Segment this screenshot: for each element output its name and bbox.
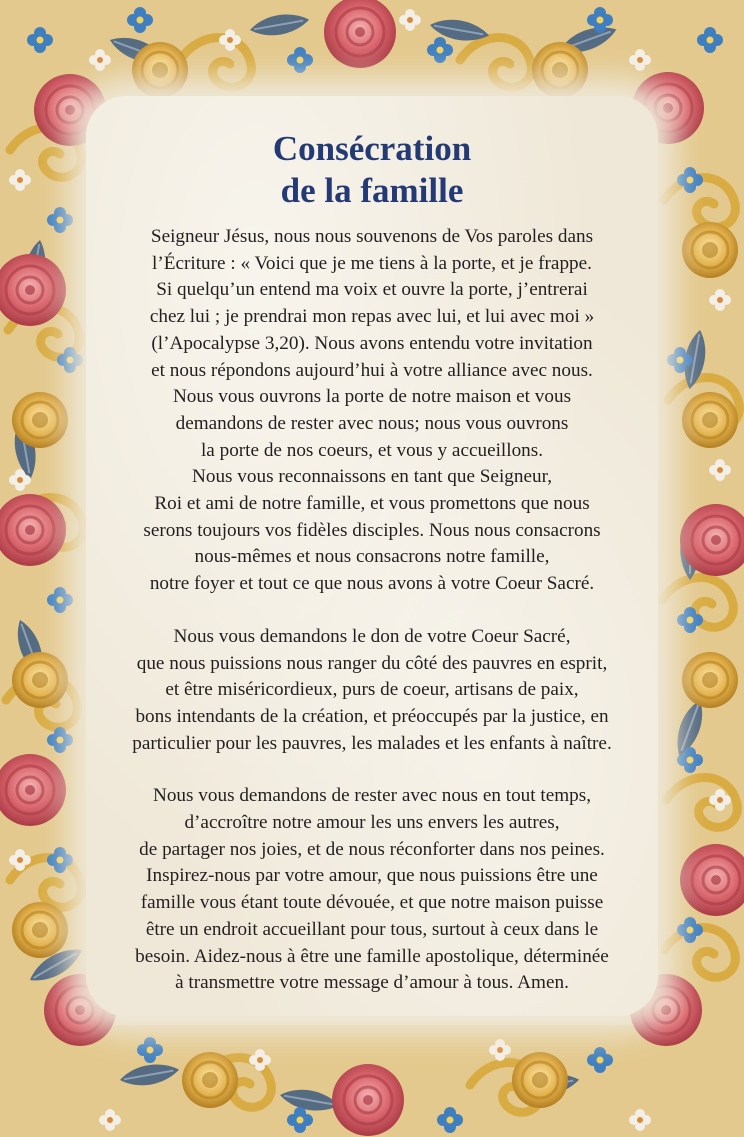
text-line: de partager nos joies, et de nous réconforter dans nos peines. — [139, 838, 605, 860]
text-line: Nous vous reconnaissons en tant que Seigneur, — [192, 466, 552, 488]
text-line: Nous vous demandons le don de votre Coeur Sacré, — [173, 625, 571, 647]
text-line: nous-mêmes et nous consacrons notre famille, — [194, 546, 550, 568]
text-line: et nous répondons aujourd’hui à votre alliance avec nous. — [151, 359, 593, 381]
text-line: famille vous étant toute dévouée, et que notre maison puisse — [140, 892, 604, 914]
text-line: être un endroit accueillant pour tous, surtout à ceux dans le — [145, 918, 599, 940]
paragraph-2 — [86, 624, 658, 758]
text-line: et être miséricordieux, purs de coeur, artisans de paix, — [165, 679, 579, 701]
text-line: notre foyer et tout ce que nous avons à votre Coeur Sacré. — [149, 573, 595, 595]
text-line: Nous vous ouvrons la porte de notre maison et vous — [172, 386, 572, 408]
text-line: l’Écriture : « Voici que je me tiens à la porte, et je frappe. — [152, 252, 592, 274]
text-line: Nous vous demandons de rester avec nous en tout temps, — [152, 785, 592, 807]
text-line: Inspirez-nous par votre amour, que nous puissions être une — [146, 865, 598, 887]
title-line: Consécration — [272, 129, 472, 168]
paragraph-gap — [86, 757, 658, 783]
text-line: particulier pour les pauvres, les malades et les enfants à naître. — [132, 732, 612, 754]
text-line: la porte de nos coeurs, et vous y accueillons. — [200, 439, 544, 461]
text-line: Roi et ami de notre famille, et vous promettons que nous — [154, 493, 590, 515]
text-line: d’accroître notre amour les uns envers les autres, — [184, 812, 560, 834]
text-line: demandons de rester avec nous; nous vous ouvrons — [175, 412, 569, 434]
text-line: Si quelqu’un entend ma voix et ouvre la porte, j’entrerai — [156, 279, 588, 301]
page-title — [86, 128, 658, 212]
text-line: Seigneur Jésus, nous nous souvenons de Vos paroles dans — [150, 226, 594, 247]
text-line: chez lui ; je prendrai mon repas avec lui, et lui avec moi » — [149, 306, 595, 328]
title-line: de la famille — [280, 171, 464, 210]
paragraph-gap — [86, 598, 658, 624]
prayer-content — [86, 128, 658, 997]
text-line: (l’Apocalypse 3,20). Nous avons entendu votre invitation — [151, 332, 593, 354]
paragraph-1 — [86, 224, 658, 598]
text-line: que nous puissions nous ranger du côté des pauvres en esprit, — [136, 652, 608, 674]
text-line: serons toujours vos fidèles disciples. Nous nous consacrons — [143, 519, 601, 541]
text-line: besoin. Aidez-nous à être une famille apostolique, déterminée — [135, 945, 609, 967]
text-line: à transmettre votre message d’amour à tous. Amen. — [175, 972, 569, 994]
text-line: bons intendants de la création, et préoccupés par la justice, en — [135, 705, 609, 727]
paragraph-3 — [86, 783, 658, 997]
